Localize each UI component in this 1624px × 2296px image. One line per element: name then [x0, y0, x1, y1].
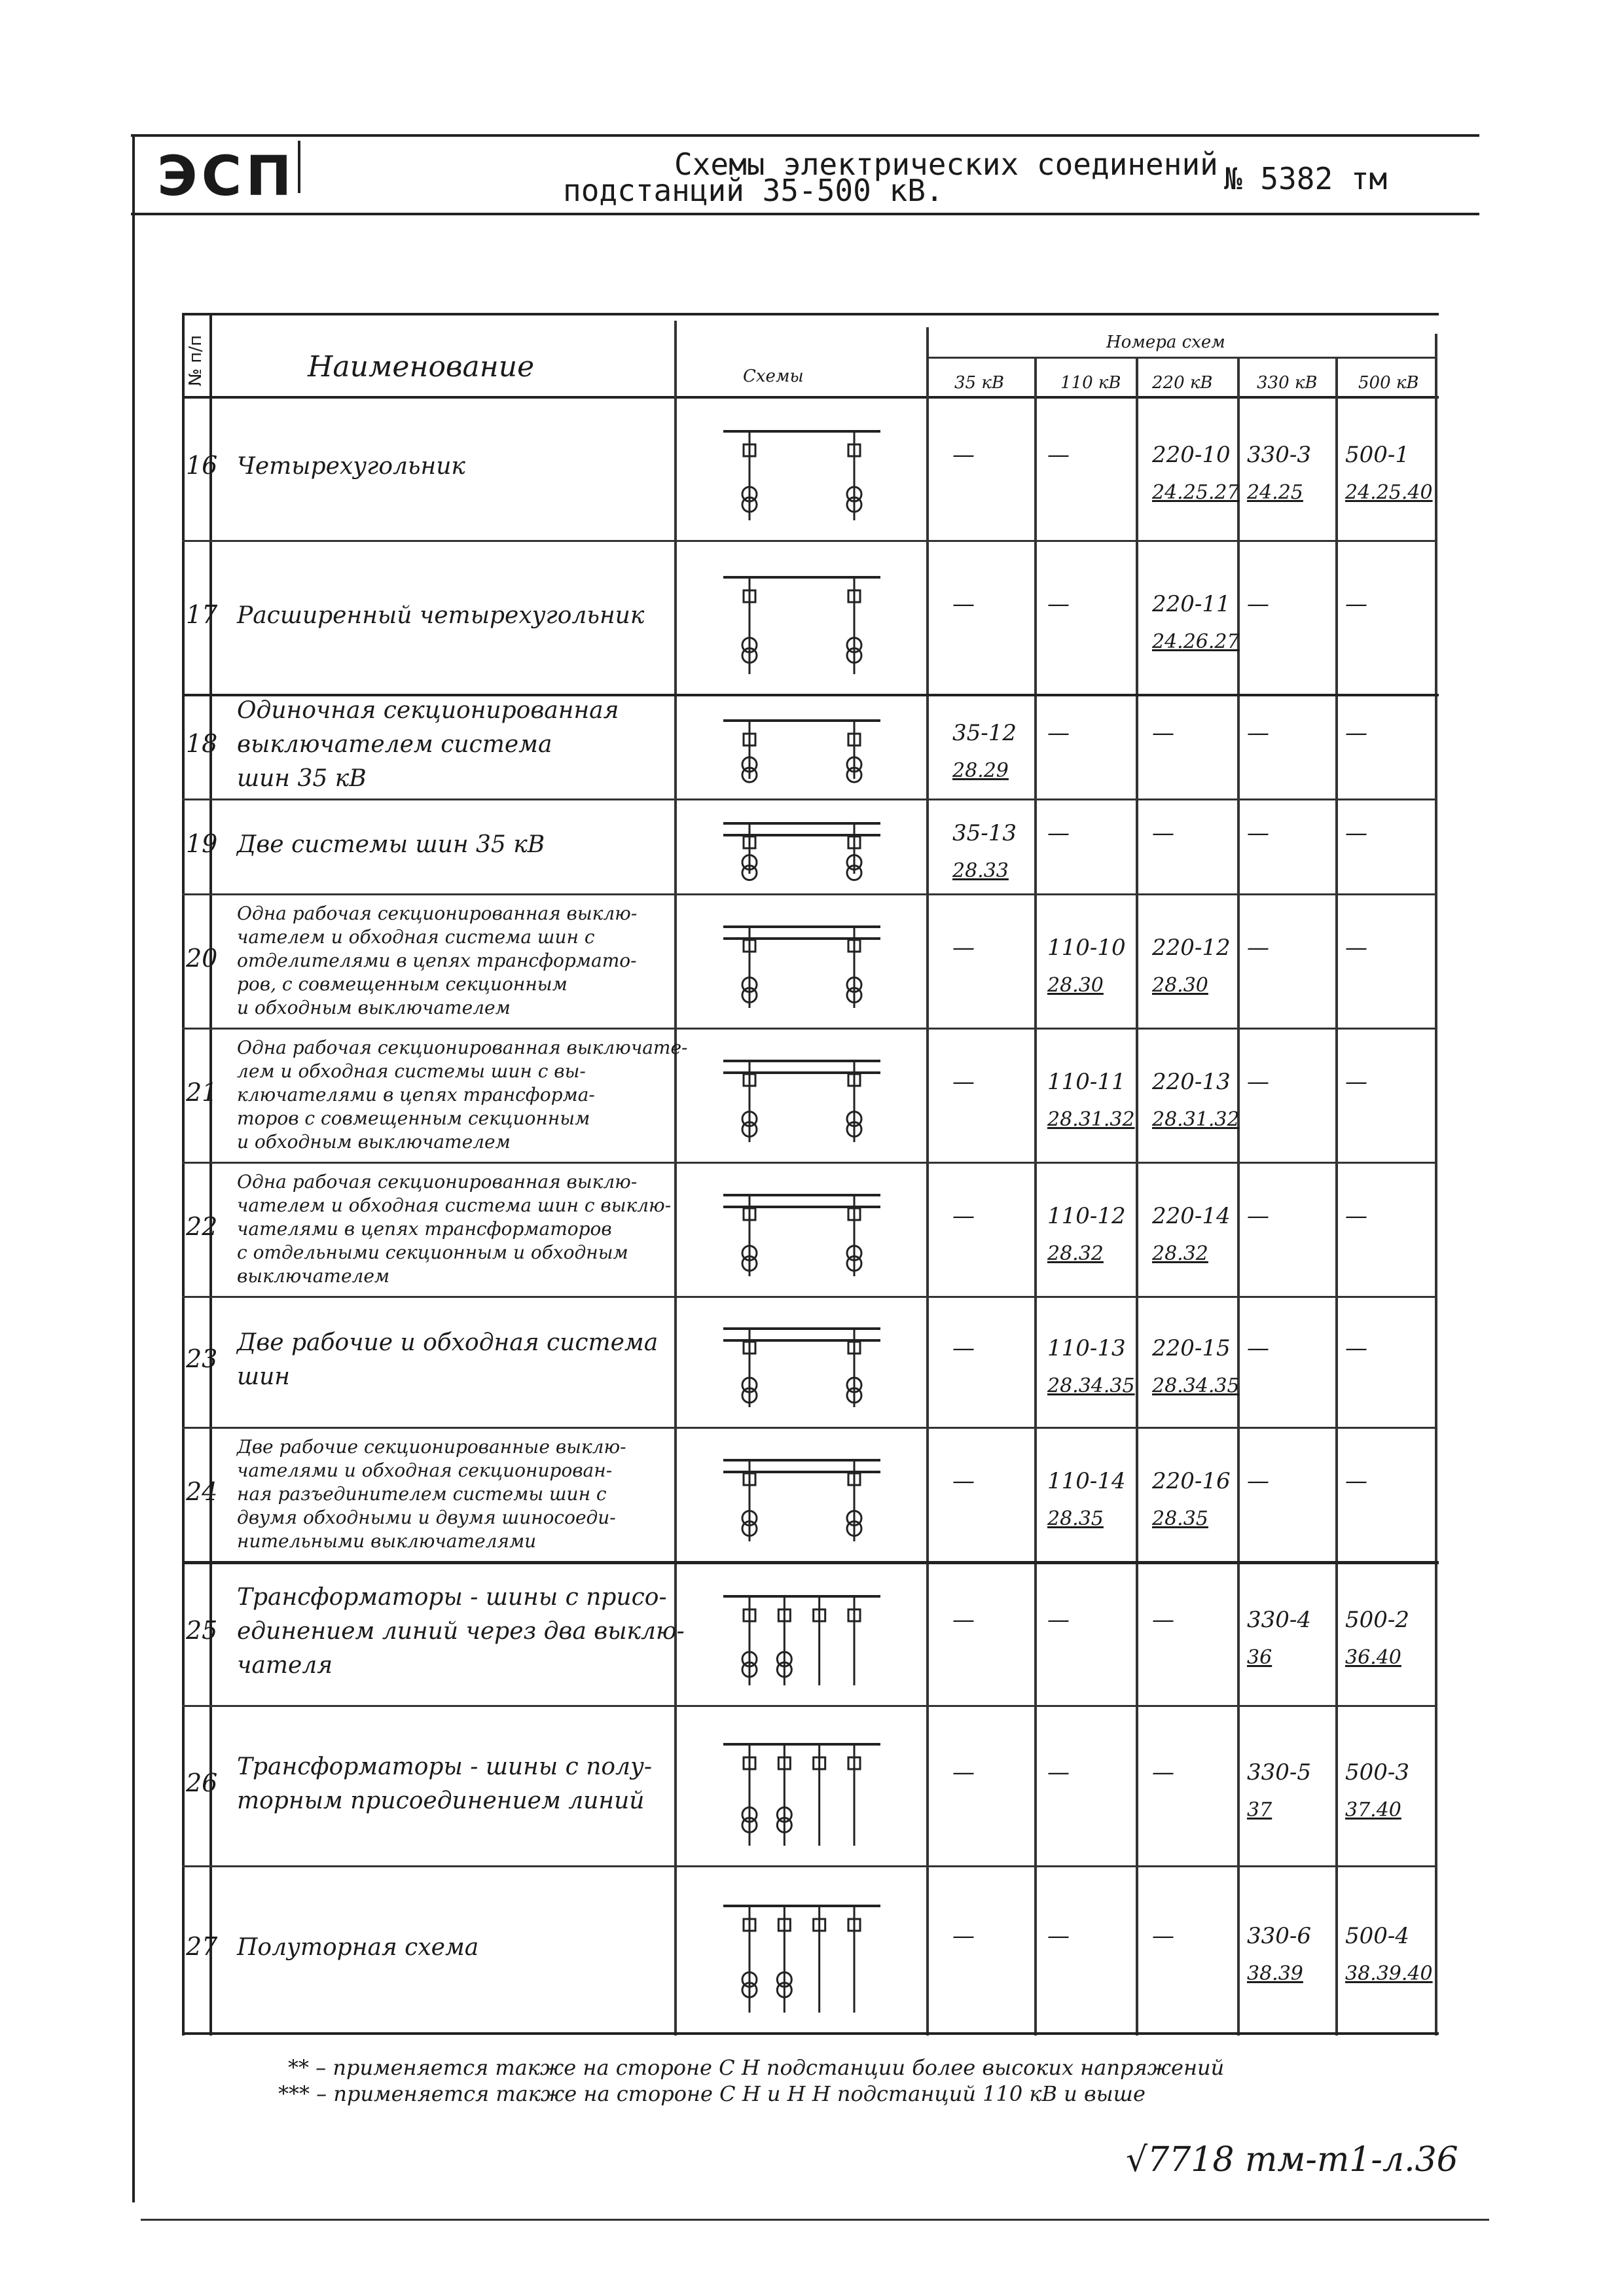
substation-scheme-diagram: [704, 1302, 900, 1420]
sheet-ref-500: 24.25.40: [1345, 481, 1433, 504]
row-name-line: двумя обходными и двумя шиносоеди-: [237, 1506, 616, 1528]
scheme-number-500: —: [1345, 720, 1367, 746]
scheme-number-220: —: [1152, 1759, 1174, 1785]
scheme-number-500: 500-4: [1345, 1922, 1410, 1949]
scheme-number-330: —: [1247, 819, 1269, 846]
sheet-ref-220: 28.35: [1152, 1507, 1208, 1530]
sheet-reference-stamp: √7718 тм-т1-л.36: [1126, 2140, 1458, 2179]
scheme-number-110: —: [1047, 819, 1070, 846]
scheme-number-220: —: [1152, 720, 1174, 746]
row-name-line: выключателем система: [237, 731, 552, 758]
sheet-ref-110: 28.32: [1047, 1242, 1104, 1265]
col-110-rule: [1136, 357, 1138, 2036]
row-name-line: шин 35 кВ: [237, 765, 367, 792]
row-number: 26: [186, 1768, 218, 1797]
scheme-number-500: —: [1345, 1202, 1367, 1229]
row-number: 22: [186, 1211, 218, 1241]
row-separator-heavy: [182, 1561, 1439, 1564]
sheet-ref-110: 28.35: [1047, 1507, 1104, 1530]
row-number: 20: [186, 943, 218, 973]
row-separator: [182, 1028, 1435, 1030]
col-110-header: 110 кВ: [1060, 373, 1121, 393]
table-header-bottom-rule: [182, 396, 1439, 399]
row-name-line: отделителями в цепях трансформато-: [237, 949, 637, 971]
scheme-number-330: —: [1247, 1467, 1269, 1494]
scheme-number-35: —: [952, 1922, 975, 1949]
scheme-number-110: —: [1047, 1607, 1070, 1633]
scheme-number-35: —: [952, 442, 975, 468]
footnote-1: [288, 2055, 1224, 2080]
scheme-number-500: —: [1345, 819, 1367, 846]
title-line-1: Схемы электрических соединений: [674, 147, 1218, 182]
page-bottom-rule: [141, 2219, 1489, 2221]
scheme-number-35: —: [952, 1068, 975, 1095]
footnote-2-text: – применяется также на стороне С Н и Н Н подстанций 110 кВ и выше: [316, 2081, 1146, 2106]
row-name-line: с отдельными секционным и обходным: [237, 1241, 628, 1263]
group-header-rule: [926, 357, 1437, 359]
sheet-ref-220: 28.30: [1152, 973, 1208, 997]
row-number: 17: [186, 600, 218, 629]
row-number: 19: [186, 829, 218, 858]
row-number: 18: [186, 729, 218, 758]
scheme-number-330: —: [1247, 590, 1269, 617]
col-name-rule: [674, 321, 677, 2036]
scheme-number-220: 220-15: [1152, 1335, 1231, 1361]
row-name-line: выключателем: [237, 1265, 390, 1287]
row-name-line: ров, с совмещенным секционным: [237, 973, 568, 995]
scheme-number-35: —: [952, 1759, 975, 1785]
row-separator: [182, 1162, 1435, 1164]
col-scheme-rule: [926, 327, 929, 2036]
sheet-ref-500: 37.40: [1345, 1798, 1401, 1821]
title-line-2: подстанций 35-500 кВ.: [563, 173, 944, 208]
scheme-number-35: —: [952, 1607, 975, 1633]
scheme-number-110: 110-12: [1047, 1202, 1126, 1229]
row-name-line: чателем и обходная система шин с: [237, 925, 595, 948]
scheme-number-110: —: [1047, 720, 1070, 746]
sheet-ref-110: 28.31.32: [1047, 1107, 1135, 1131]
col-35-rule: [1034, 357, 1037, 2036]
sheet-ref-220: 24.25.27: [1152, 481, 1240, 504]
scheme-number-35: —: [952, 1202, 975, 1229]
row-name-line: единением линий через два выклю-: [237, 1618, 685, 1645]
row-name-line: Одна рабочая секционированная выклю-: [237, 902, 638, 924]
org-logo: ЭСП: [157, 144, 296, 208]
sheet-ref-35: 28.33: [952, 859, 1009, 882]
col-35-header: 35 кВ: [954, 373, 1004, 393]
scheme-number-330: —: [1247, 720, 1269, 746]
frame-left-rule: [132, 134, 135, 2202]
sheet-ref-110: 28.30: [1047, 973, 1104, 997]
scheme-number-220: 220-10: [1152, 442, 1231, 468]
sheet-ref-35: 28.29: [952, 759, 1009, 782]
sheet-ref-220: 24.26.27: [1152, 630, 1240, 653]
sheet-ref-220: 28.32: [1152, 1242, 1208, 1265]
substation-scheme-diagram: [704, 700, 900, 792]
footnote-2-mark: ***: [278, 2081, 310, 2106]
scheme-number-110: 110-14: [1047, 1467, 1126, 1494]
row-name-line: лем и обходная системы шин с вы-: [237, 1060, 586, 1082]
scheme-number-500: 500-1: [1345, 442, 1410, 468]
sheet-ref-330: 37: [1247, 1798, 1272, 1821]
substation-scheme-diagram: [704, 1872, 900, 2026]
scheme-number-35: —: [952, 1467, 975, 1494]
row-number: 23: [186, 1344, 218, 1373]
table-left-rule: [182, 313, 185, 2036]
col-scheme-header: Схемы: [743, 367, 804, 386]
sheet-ref-330: 24.25: [1247, 481, 1303, 504]
scheme-number-330: —: [1247, 1068, 1269, 1095]
header-bottom-rule: [131, 213, 1479, 215]
row-name-line: ключателями в цепях трансформа-: [237, 1083, 595, 1105]
row-name-line: Одиночная секционированная: [237, 697, 619, 724]
scheme-number-500: 500-3: [1345, 1759, 1410, 1785]
col-330-header: 330 кВ: [1257, 373, 1318, 393]
sheet-ref-330: 36: [1247, 1646, 1272, 1669]
row-name-line: нительными выключателями: [237, 1530, 537, 1552]
row-separator: [182, 798, 1435, 800]
sheet-ref-500: 38.39.40: [1345, 1962, 1433, 1985]
scheme-number-330: —: [1247, 1202, 1269, 1229]
scheme-number-110: —: [1047, 1759, 1070, 1785]
header-top-rule: [131, 134, 1479, 137]
col-name-header: Наименование: [308, 350, 535, 384]
table-bottom-rule: [182, 2032, 1439, 2035]
scheme-number-110: —: [1047, 442, 1070, 468]
row-name-line: Две рабочие секционированные выклю-: [237, 1435, 626, 1458]
sheet-ref-500: 36.40: [1345, 1646, 1401, 1669]
row-name-line: Трансформаторы - шины с полу-: [237, 1753, 653, 1780]
scheme-number-35: 35-13: [952, 819, 1017, 846]
row-name-line: Одна рабочая секционированная выключате-: [237, 1036, 688, 1058]
row-number: 27: [186, 1931, 218, 1961]
col-220-rule: [1237, 357, 1240, 2036]
header-divider: [298, 141, 300, 193]
row-name-line: шин: [237, 1363, 290, 1390]
row-name-line: Расширенный четырехугольник: [237, 601, 645, 629]
scheme-number-500: —: [1345, 1335, 1367, 1361]
scheme-number-110: 110-10: [1047, 934, 1126, 961]
row-number: 16: [186, 451, 218, 480]
row-name-line: Одна рабочая секционированная выклю-: [237, 1170, 638, 1193]
row-name-line: Трансформаторы - шины с присо-: [237, 1584, 667, 1611]
document-number: № 5382 тм: [1224, 161, 1388, 196]
scheme-number-500: —: [1345, 1467, 1367, 1494]
row-number: 25: [186, 1616, 218, 1645]
substation-scheme-diagram: [704, 1433, 900, 1554]
scheme-number-330: 330-3: [1247, 442, 1312, 468]
row-separator: [182, 1705, 1435, 1707]
scheme-number-500: —: [1345, 1068, 1367, 1095]
scheme-number-110: 110-13: [1047, 1335, 1126, 1361]
substation-scheme-diagram: [704, 1034, 900, 1155]
substation-scheme-diagram: [704, 547, 900, 687]
sheet-ref-220: 28.34.35: [1152, 1374, 1240, 1397]
substation-scheme-diagram: [704, 1712, 900, 1859]
scheme-number-35: —: [952, 590, 975, 617]
substation-scheme-diagram: [704, 805, 900, 887]
scheme-number-220: —: [1152, 1922, 1174, 1949]
row-separator: [182, 1296, 1435, 1298]
row-separator: [182, 1427, 1435, 1429]
scheme-number-220: 220-13: [1152, 1068, 1231, 1095]
row-name-line: и обходным выключателем: [237, 996, 511, 1018]
footnote-1-mark: **: [288, 2055, 309, 2080]
substation-scheme-diagram: [704, 900, 900, 1021]
scheme-number-500: —: [1345, 590, 1367, 617]
scheme-number-220: —: [1152, 819, 1174, 846]
scheme-number-500: —: [1345, 934, 1367, 961]
col-330-rule: [1335, 357, 1338, 2036]
scheme-number-220: 220-14: [1152, 1202, 1231, 1229]
row-name-line: чателями и обходная секционирован-: [237, 1459, 613, 1481]
sheet-ref-330: 38.39: [1247, 1962, 1303, 1985]
scheme-number-330: —: [1247, 1335, 1269, 1361]
col-group-header: Номера схем: [1106, 332, 1225, 352]
scheme-number-330: 330-6: [1247, 1922, 1312, 1949]
substation-scheme-diagram: [704, 403, 900, 533]
row-separator: [182, 540, 1435, 542]
row-name-line: Две рабочие и обходная система: [237, 1329, 659, 1356]
row-name-line: и обходным выключателем: [237, 1130, 511, 1153]
substation-scheme-diagram: [704, 1168, 900, 1289]
scheme-number-330: 330-5: [1247, 1759, 1312, 1785]
sheet-ref-220: 28.31.32: [1152, 1107, 1240, 1131]
scheme-number-110: —: [1047, 590, 1070, 617]
scheme-number-35: —: [952, 934, 975, 961]
scheme-number-35: 35-12: [952, 720, 1017, 746]
row-separator: [182, 893, 1435, 895]
scheme-number-220: 220-12: [1152, 934, 1231, 961]
col-220-header: 220 кВ: [1152, 373, 1213, 393]
footnote-2: [278, 2081, 1146, 2106]
substation-scheme-diagram: [704, 1568, 900, 1698]
scheme-number-330: 330-4: [1247, 1607, 1312, 1633]
scheme-number-220: —: [1152, 1607, 1174, 1633]
scheme-number-500: 500-2: [1345, 1607, 1410, 1633]
row-name-line: торным присоединением линий: [237, 1787, 645, 1814]
scheme-number-35: —: [952, 1335, 975, 1361]
row-name-line: чателем и обходная система шин с выклю-: [237, 1194, 672, 1216]
scheme-number-110: 110-11: [1047, 1068, 1126, 1095]
scheme-number-330: —: [1247, 934, 1269, 961]
scheme-number-220: 220-16: [1152, 1467, 1231, 1494]
row-name-line: Полуторная схема: [237, 1933, 479, 1961]
row-number: 21: [186, 1077, 218, 1107]
row-name-line: Две системы шин 35 кВ: [237, 831, 545, 858]
col-500-header: 500 кВ: [1358, 373, 1419, 393]
table-top-rule: [182, 313, 1439, 315]
table-right-rule: [1435, 334, 1437, 2036]
row-separator: [182, 1865, 1435, 1867]
row-name-line: торов с совмещенным секционным: [237, 1107, 590, 1129]
sheet-ref-110: 28.34.35: [1047, 1374, 1135, 1397]
row-name-line: Четырехугольник: [237, 453, 465, 480]
scheme-number-220: 220-11: [1152, 590, 1231, 617]
col-no-header: № п/п: [186, 334, 206, 386]
row-name-line: ная разъединителем системы шин с: [237, 1482, 607, 1505]
scheme-number-110: —: [1047, 1922, 1070, 1949]
footnote-1-text: – применяется также на стороне С Н подстанции более высоких напряжений: [316, 2055, 1225, 2080]
row-name-line: чателя: [237, 1652, 333, 1679]
row-name-line: чателями в цепях трансформаторов: [237, 1217, 612, 1240]
row-number: 24: [186, 1477, 218, 1506]
